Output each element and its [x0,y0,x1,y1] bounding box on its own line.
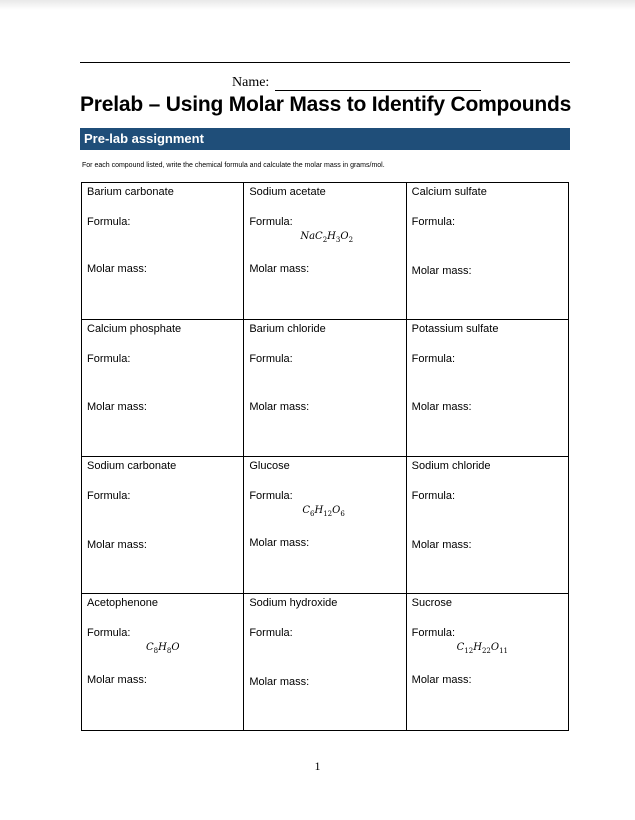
compound-name: Sodium acetate [249,186,326,198]
molar-mass-label: Molar mass: [87,674,147,686]
page-top-shadow [0,0,635,10]
formula-subscript: 6 [340,510,345,518]
compound-cell[interactable] [406,320,568,457]
compound-name: Sodium chloride [411,460,491,472]
formula-subscript: 12 [464,647,474,655]
formula-element: O [171,642,180,653]
molar-mass-label: Molar mass: [249,263,310,275]
formula-label: Formula: [411,353,456,365]
formula-subscript: 8 [153,647,159,655]
formula-label: Formula: [87,490,131,502]
formula-label: Formula: [249,216,293,228]
formula-subscript: 8 [166,647,172,655]
name-blank-line[interactable] [275,76,481,91]
formula-label: Formula: [249,353,293,365]
molar-mass-label: Molar mass: [87,263,147,275]
formula-element: H [158,642,167,653]
formula-subscript: 3 [335,236,341,244]
formula-subscript: 2 [348,236,354,244]
compound-cell[interactable] [406,594,568,731]
molar-mass-label: Molar mass: [249,676,310,688]
compound-cell[interactable] [244,457,406,594]
formula-element: O [490,642,500,653]
molar-mass-label: Molar mass: [87,401,147,413]
header-rule [80,62,570,63]
compound-name: Calcium phosphate [87,323,182,335]
table-row [82,183,569,320]
compound-cell[interactable] [244,183,406,320]
page-title: Prelab – Using Molar Mass to Identify Compounds [80,93,572,116]
name-label: Name: [232,75,270,90]
formula-element: H [314,505,324,516]
formula-element: C [456,642,465,653]
compound-cell[interactable] [82,594,244,731]
formula-label: Formula: [249,627,293,639]
compound-name: Calcium sulfate [411,186,487,198]
molar-mass-label: Molar mass: [411,674,472,686]
formula-label: Formula: [411,216,456,228]
compound-cell[interactable] [244,594,406,731]
formula-element: O [340,231,349,242]
molar-mass-label: Molar mass: [249,401,310,413]
formula-answer [457,642,508,655]
formula-label: Formula: [87,627,131,639]
formula-label: Formula: [249,490,293,502]
compound-cell[interactable] [406,183,568,320]
formula-element: O [332,505,341,516]
formula-answer [300,231,353,244]
compound-cell[interactable] [244,320,406,457]
formula-label: Formula: [411,627,456,639]
compound-table [81,182,569,731]
formula-element: NaC [300,231,323,242]
section-heading: Pre-lab assignment [80,128,570,150]
compound-cell[interactable] [406,457,568,594]
name-field [232,75,481,91]
table-row [82,457,569,594]
formula-element: C [146,642,154,653]
table-row [82,594,569,731]
formula-label: Formula: [87,353,131,365]
compound-name: Sodium hydroxide [249,597,338,609]
formula-subscript: 11 [499,647,509,655]
page-number: 1 [314,759,321,773]
molar-mass-label: Molar mass: [411,539,472,551]
compound-name: Sodium carbonate [87,460,177,472]
molar-mass-label: Molar mass: [411,265,472,277]
formula-answer [146,642,180,655]
molar-mass-label: Molar mass: [87,539,147,551]
formula-subscript: 12 [323,510,333,518]
table-row [82,320,569,457]
compound-name: Sucrose [411,597,453,609]
formula-element: C [302,505,310,516]
formula-subscript: 22 [481,647,491,655]
formula-subscript: 6 [309,510,315,518]
formula-label: Formula: [411,490,456,502]
formula-element: H [327,231,336,242]
compound-cell[interactable] [82,320,244,457]
formula-answer [302,505,344,518]
formula-subscript: 2 [322,236,328,244]
compound-cell[interactable] [82,457,244,594]
compound-name: Barium chloride [249,323,326,335]
compound-name: Glucose [249,460,290,472]
molar-mass-label: Molar mass: [249,537,310,549]
formula-element: H [473,642,482,653]
compound-name: Barium carbonate [87,186,174,198]
instructions-text: For each compound listed, write the chemical formula and calculate the molar mass in grams/mol. [82,162,385,169]
compound-name: Potassium sulfate [411,323,499,335]
molar-mass-label: Molar mass: [411,401,472,413]
compound-name: Acetophenone [87,597,158,609]
compound-cell[interactable] [82,183,244,320]
formula-label: Formula: [87,216,131,228]
